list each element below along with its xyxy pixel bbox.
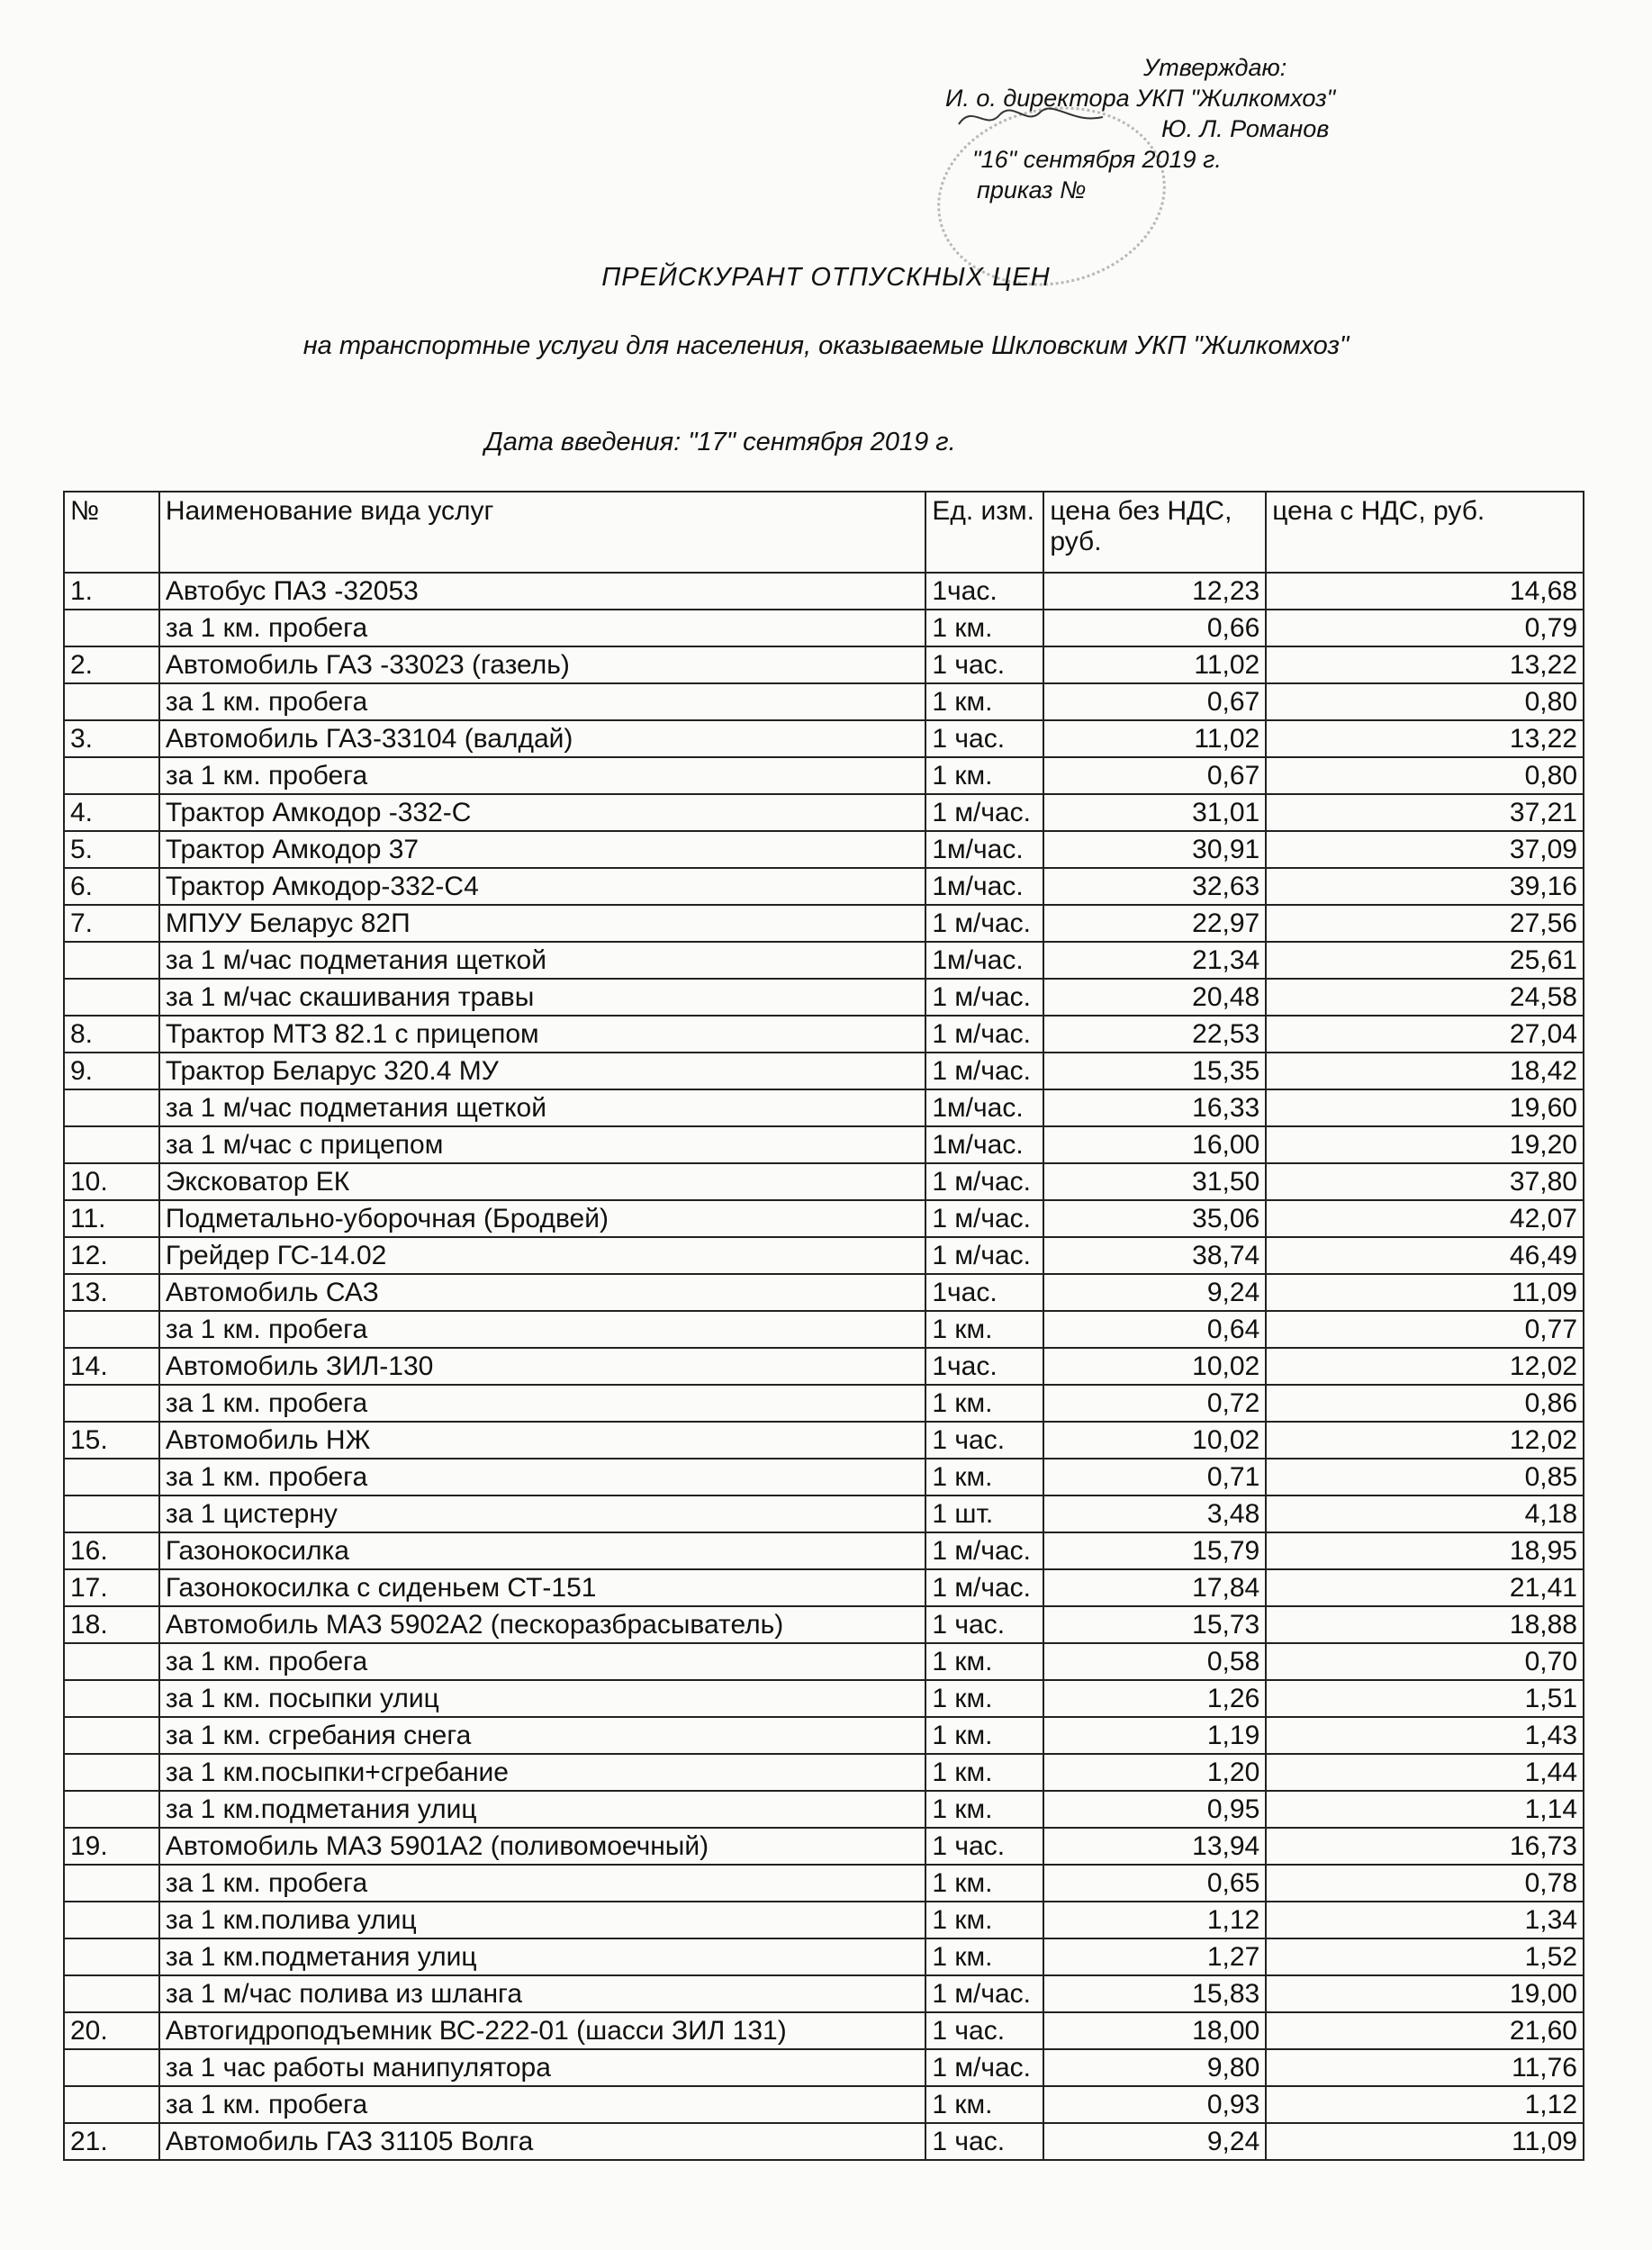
row-number — [64, 1754, 159, 1791]
unit: 1 час. — [925, 720, 1043, 757]
service-name: Трактор МТЗ 82.1 с прицепом — [159, 1016, 926, 1053]
price-without-vat: 18,00 — [1043, 2012, 1266, 2049]
price-with-vat: 1,52 — [1266, 1938, 1584, 1975]
table-row — [64, 573, 1584, 610]
row-number: 17. — [64, 1569, 159, 1606]
price-with-vat: 21,41 — [1266, 1569, 1584, 1606]
approval-date: "16" сентября 2019 г. — [972, 146, 1222, 173]
price-with-vat: 19,20 — [1266, 1126, 1584, 1163]
price-with-vat: 19,60 — [1266, 1089, 1584, 1126]
service-name: Газонокосилка — [159, 1532, 926, 1569]
unit: 1 м/час. — [925, 905, 1043, 942]
row-number — [64, 1459, 159, 1495]
price-without-vat: 9,24 — [1043, 2123, 1266, 2160]
row-number — [64, 1385, 159, 1422]
price-with-vat: 0,78 — [1266, 1865, 1584, 1902]
table-row — [64, 1975, 1584, 2012]
service-name: за 1 км. пробега — [159, 610, 926, 646]
price-with-vat: 27,56 — [1266, 905, 1584, 942]
table-row — [64, 1422, 1584, 1459]
header-price-without-vat: цена без НДС, руб. — [1043, 492, 1266, 573]
price-without-vat: 16,33 — [1043, 1089, 1266, 1126]
table-row — [64, 1569, 1584, 1606]
row-number: 3. — [64, 720, 159, 757]
table-row — [64, 2123, 1584, 2160]
unit: 1 км. — [925, 1385, 1043, 1422]
unit: 1 м/час. — [925, 979, 1043, 1016]
table-row — [64, 1717, 1584, 1754]
price-without-vat: 3,48 — [1043, 1495, 1266, 1532]
price-without-vat: 32,63 — [1043, 868, 1266, 905]
price-without-vat: 0,67 — [1043, 757, 1266, 794]
price-with-vat: 27,04 — [1266, 1016, 1584, 1053]
price-without-vat: 0,93 — [1043, 2086, 1266, 2123]
price-without-vat: 9,80 — [1043, 2049, 1266, 2086]
price-with-vat: 37,09 — [1266, 831, 1584, 868]
price-without-vat: 10,02 — [1043, 1348, 1266, 1385]
service-name: за 1 км.посыпки+сгребание — [159, 1754, 926, 1791]
table-row — [64, 1274, 1584, 1311]
approval-order: приказ № — [977, 176, 1087, 203]
row-number: 5. — [64, 831, 159, 868]
service-name: МПУУ Беларус 82П — [159, 905, 926, 942]
service-name: Автогидроподъемник ВС-222-01 (шасси ЗИЛ 131) — [159, 2012, 926, 2049]
row-number — [64, 979, 159, 1016]
row-number: 10. — [64, 1163, 159, 1200]
row-number: 2. — [64, 646, 159, 683]
price-without-vat: 1,20 — [1043, 1754, 1266, 1791]
table-row — [64, 1754, 1584, 1791]
price-with-vat: 0,86 — [1266, 1385, 1584, 1422]
price-without-vat: 20,48 — [1043, 979, 1266, 1016]
service-name: Трактор Амкодор 37 — [159, 831, 926, 868]
unit: 1 час. — [925, 2012, 1043, 2049]
header-price-with-vat: цена с НДС, руб. — [1266, 492, 1584, 573]
service-name: Автомобиль ЗИЛ-130 — [159, 1348, 926, 1385]
price-with-vat: 42,07 — [1266, 1200, 1584, 1237]
row-number: 19. — [64, 1828, 159, 1865]
service-name: за 1 м/час полива из шланга — [159, 1975, 926, 2012]
header-unit: Ед. изм. — [925, 492, 1043, 573]
header-service-name: Наименование вида услуг — [159, 492, 926, 573]
unit: 1 км. — [925, 1865, 1043, 1902]
approval-heading: Утверждаю: — [1143, 54, 1287, 81]
unit: 1 шт. — [925, 1495, 1043, 1532]
price-with-vat: 12,02 — [1266, 1348, 1584, 1385]
table-row — [64, 831, 1584, 868]
price-without-vat: 11,02 — [1043, 720, 1266, 757]
price-with-vat: 21,60 — [1266, 2012, 1584, 2049]
table-row — [64, 1680, 1584, 1717]
table-row — [64, 1089, 1584, 1126]
price-with-vat: 11,09 — [1266, 1274, 1584, 1311]
table-row — [64, 1311, 1584, 1348]
unit: 1 км. — [925, 1459, 1043, 1495]
price-without-vat: 0,66 — [1043, 610, 1266, 646]
approval-name: Ю. Л. Романов — [1161, 115, 1330, 142]
price-with-vat: 1,12 — [1266, 2086, 1584, 2123]
service-name: за 1 км.подметания улиц — [159, 1938, 926, 1975]
price-without-vat: 10,02 — [1043, 1422, 1266, 1459]
unit: 1 км. — [925, 1791, 1043, 1828]
page-subtitle: на транспортные услуги для населения, оказываемые Шкловским УКП "Жилкомхоз" — [302, 331, 1350, 360]
unit: 1 км. — [925, 1717, 1043, 1754]
row-number — [64, 2049, 159, 2086]
service-name: Подметально-уборочная (Бродвей) — [159, 1200, 926, 1237]
price-with-vat: 4,18 — [1266, 1495, 1584, 1532]
price-without-vat: 1,27 — [1043, 1938, 1266, 1975]
row-number — [64, 1680, 159, 1717]
service-name: Трактор Амкодор-332-С4 — [159, 868, 926, 905]
row-number — [64, 942, 159, 979]
row-number: 11. — [64, 1200, 159, 1237]
price-without-vat: 38,74 — [1043, 1237, 1266, 1274]
unit: 1 км. — [925, 683, 1043, 720]
price-without-vat: 31,01 — [1043, 794, 1266, 831]
price-with-vat: 37,80 — [1266, 1163, 1584, 1200]
table-row — [64, 942, 1584, 979]
unit: 1 м/час. — [925, 1569, 1043, 1606]
price-with-vat: 1,51 — [1266, 1680, 1584, 1717]
table-row — [64, 1459, 1584, 1495]
price-with-vat: 1,34 — [1266, 1902, 1584, 1938]
row-number — [64, 1938, 159, 1975]
service-name: Автобус ПАЗ -32053 — [159, 573, 926, 610]
header-number: № — [64, 492, 159, 573]
price-without-vat: 12,23 — [1043, 573, 1266, 610]
price-with-vat: 0,70 — [1266, 1643, 1584, 1680]
price-table — [63, 491, 1584, 2161]
approval-position: И. о. директора УКП "Жилкомхоз" — [945, 85, 1336, 112]
row-number — [64, 610, 159, 646]
price-without-vat: 21,34 — [1043, 942, 1266, 979]
unit: 1м/час. — [925, 1089, 1043, 1126]
row-number — [64, 1495, 159, 1532]
unit: 1 час. — [925, 1828, 1043, 1865]
table-row — [64, 683, 1584, 720]
unit: 1 км. — [925, 1754, 1043, 1791]
unit: 1 м/час. — [925, 2049, 1043, 2086]
service-name: за 1 км. пробега — [159, 1459, 926, 1495]
service-name: Трактор Амкодор -332-С — [159, 794, 926, 831]
price-without-vat: 15,79 — [1043, 1532, 1266, 1569]
unit: 1 км. — [925, 1680, 1043, 1717]
price-without-vat: 0,58 — [1043, 1643, 1266, 1680]
row-number: 1. — [64, 573, 159, 610]
price-without-vat: 0,64 — [1043, 1311, 1266, 1348]
table-row — [64, 1200, 1584, 1237]
row-number — [64, 1902, 159, 1938]
row-number: 15. — [64, 1422, 159, 1459]
table-row — [64, 1532, 1584, 1569]
service-name: за 1 м/час с прицепом — [159, 1126, 926, 1163]
price-with-vat: 12,02 — [1266, 1422, 1584, 1459]
price-without-vat: 35,06 — [1043, 1200, 1266, 1237]
table-row — [64, 610, 1584, 646]
table-row — [64, 794, 1584, 831]
row-number: 8. — [64, 1016, 159, 1053]
row-number: 12. — [64, 1237, 159, 1274]
table-row — [64, 1237, 1584, 1274]
table-header-row — [64, 492, 1584, 573]
table-row — [64, 868, 1584, 905]
price-with-vat: 46,49 — [1266, 1237, 1584, 1274]
row-number: 18. — [64, 1606, 159, 1643]
row-number — [64, 683, 159, 720]
price-with-vat: 25,61 — [1266, 942, 1584, 979]
price-with-vat: 0,80 — [1266, 683, 1584, 720]
price-with-vat: 19,00 — [1266, 1975, 1584, 2012]
price-with-vat: 37,21 — [1266, 794, 1584, 831]
unit: 1 м/час. — [925, 1532, 1043, 1569]
table-row — [64, 646, 1584, 683]
service-name: Автомобиль ГАЗ 31105 Волга — [159, 2123, 926, 2160]
unit: 1 час. — [925, 1422, 1043, 1459]
price-with-vat: 18,42 — [1266, 1053, 1584, 1089]
service-name: за 1 км. пробега — [159, 1865, 926, 1902]
table-row — [64, 1791, 1584, 1828]
price-without-vat: 1,12 — [1043, 1902, 1266, 1938]
service-name: Автомобиль НЖ — [159, 1422, 926, 1459]
introduction-date: Дата введения: "17" сентября 2019 г. — [484, 428, 956, 456]
price-with-vat: 18,95 — [1266, 1532, 1584, 1569]
table-row — [64, 905, 1584, 942]
price-without-vat: 0,72 — [1043, 1385, 1266, 1422]
table-row — [64, 1385, 1584, 1422]
price-without-vat: 13,94 — [1043, 1828, 1266, 1865]
unit: 1 км. — [925, 2086, 1043, 2123]
service-name: за 1 км. пробега — [159, 1385, 926, 1422]
table-row — [64, 1163, 1584, 1200]
price-without-vat: 0,65 — [1043, 1865, 1266, 1902]
unit: 1 час. — [925, 646, 1043, 683]
unit: 1м/час. — [925, 942, 1043, 979]
row-number: 13. — [64, 1274, 159, 1311]
service-name: Автомобиль МАЗ 5901А2 (поливомоечный) — [159, 1828, 926, 1865]
price-without-vat: 0,67 — [1043, 683, 1266, 720]
unit: 1 км. — [925, 1643, 1043, 1680]
price-without-vat: 15,35 — [1043, 1053, 1266, 1089]
table-row — [64, 979, 1584, 1016]
service-name: за 1 км. пробега — [159, 757, 926, 794]
price-without-vat: 22,97 — [1043, 905, 1266, 942]
service-name: Эксковатор ЕК — [159, 1163, 926, 1200]
service-name: за 1 м/час подметания щеткой — [159, 942, 926, 979]
unit: 1 час. — [925, 2123, 1043, 2160]
price-with-vat: 0,80 — [1266, 757, 1584, 794]
unit: 1час. — [925, 1348, 1043, 1385]
unit: 1 км. — [925, 757, 1043, 794]
row-number: 4. — [64, 794, 159, 831]
price-with-vat: 1,44 — [1266, 1754, 1584, 1791]
table-row — [64, 1016, 1584, 1053]
price-with-vat: 0,79 — [1266, 610, 1584, 646]
unit: 1 км. — [925, 1938, 1043, 1975]
row-number — [64, 1865, 159, 1902]
unit: 1час. — [925, 573, 1043, 610]
table-row — [64, 1053, 1584, 1089]
table-row — [64, 720, 1584, 757]
unit: 1м/час. — [925, 868, 1043, 905]
row-number: 14. — [64, 1348, 159, 1385]
service-name: за 1 км.подметания улиц — [159, 1791, 926, 1828]
page-title: ПРЕЙСКУРАНТ ОТПУСКНЫХ ЦЕН — [601, 263, 1051, 292]
unit: 1 м/час. — [925, 1975, 1043, 2012]
service-name: Автомобиль САЗ — [159, 1274, 926, 1311]
row-number: 6. — [64, 868, 159, 905]
price-without-vat: 16,00 — [1043, 1126, 1266, 1163]
service-name: Трактор Беларус 320.4 МУ — [159, 1053, 926, 1089]
row-number — [64, 1717, 159, 1754]
service-name: за 1 цистерну — [159, 1495, 926, 1532]
price-with-vat: 11,09 — [1266, 2123, 1584, 2160]
row-number: 21. — [64, 2123, 159, 2160]
row-number — [64, 1126, 159, 1163]
service-name: за 1 км. пробега — [159, 683, 926, 720]
service-name: за 1 час работы манипулятора — [159, 2049, 926, 2086]
service-name: Автомобиль ГАЗ -33023 (газель) — [159, 646, 926, 683]
unit: 1час. — [925, 1274, 1043, 1311]
price-without-vat: 15,73 — [1043, 1606, 1266, 1643]
service-name: Автомобиль МАЗ 5902А2 (пескоразбрасыватель) — [159, 1606, 926, 1643]
price-without-vat: 22,53 — [1043, 1016, 1266, 1053]
row-number: 20. — [64, 2012, 159, 2049]
service-name: за 1 км. пробега — [159, 2086, 926, 2123]
service-name: за 1 км.полива улиц — [159, 1902, 926, 1938]
table-row — [64, 1828, 1584, 1865]
price-without-vat: 15,83 — [1043, 1975, 1266, 2012]
unit: 1м/час. — [925, 831, 1043, 868]
service-name: за 1 км. посыпки улиц — [159, 1680, 926, 1717]
service-name: за 1 км. сгребания снега — [159, 1717, 926, 1754]
price-with-vat: 0,85 — [1266, 1459, 1584, 1495]
row-number: 16. — [64, 1532, 159, 1569]
price-with-vat: 16,73 — [1266, 1828, 1584, 1865]
price-without-vat: 11,02 — [1043, 646, 1266, 683]
table-row — [64, 1902, 1584, 1938]
table-row — [64, 1865, 1584, 1902]
unit: 1м/час. — [925, 1126, 1043, 1163]
signature — [954, 99, 1107, 135]
table-row — [64, 2086, 1584, 2123]
service-name: за 1 км. пробега — [159, 1643, 926, 1680]
row-number — [64, 1311, 159, 1348]
unit: 1 час. — [925, 1606, 1043, 1643]
table-body — [64, 573, 1584, 2160]
price-with-vat: 14,68 — [1266, 573, 1584, 610]
price-without-vat: 30,91 — [1043, 831, 1266, 868]
price-with-vat: 18,88 — [1266, 1606, 1584, 1643]
table-row — [64, 1643, 1584, 1680]
row-number — [64, 757, 159, 794]
table-row — [64, 757, 1584, 794]
price-without-vat: 31,50 — [1043, 1163, 1266, 1200]
row-number — [64, 1791, 159, 1828]
table-row — [64, 1348, 1584, 1385]
row-number — [64, 1975, 159, 2012]
price-without-vat: 0,95 — [1043, 1791, 1266, 1828]
price-with-vat: 1,14 — [1266, 1791, 1584, 1828]
table-row — [64, 2012, 1584, 2049]
price-with-vat: 13,22 — [1266, 646, 1584, 683]
table-row — [64, 1495, 1584, 1532]
price-without-vat: 9,24 — [1043, 1274, 1266, 1311]
table-row — [64, 1938, 1584, 1975]
unit: 1 м/час. — [925, 794, 1043, 831]
unit: 1 км. — [925, 610, 1043, 646]
service-name: за 1 м/час скашивания травы — [159, 979, 926, 1016]
price-with-vat: 13,22 — [1266, 720, 1584, 757]
unit: 1 м/час. — [925, 1163, 1043, 1200]
table-row — [64, 1606, 1584, 1643]
price-with-vat: 1,43 — [1266, 1717, 1584, 1754]
price-without-vat: 0,71 — [1043, 1459, 1266, 1495]
row-number — [64, 1643, 159, 1680]
service-name: за 1 м/час подметания щеткой — [159, 1089, 926, 1126]
table-row — [64, 2049, 1584, 2086]
price-without-vat: 1,26 — [1043, 1680, 1266, 1717]
price-without-vat: 17,84 — [1043, 1569, 1266, 1606]
row-number: 7. — [64, 905, 159, 942]
price-without-vat: 1,19 — [1043, 1717, 1266, 1754]
service-name: Автомобиль ГАЗ-33104 (валдай) — [159, 720, 926, 757]
unit: 1 м/час. — [925, 1237, 1043, 1274]
price-with-vat: 11,76 — [1266, 2049, 1584, 2086]
unit: 1 м/час. — [925, 1200, 1043, 1237]
service-name: Газонокосилка с сиденьем СТ-151 — [159, 1569, 926, 1606]
service-name: Грейдер ГС-14.02 — [159, 1237, 926, 1274]
service-name: за 1 км. пробега — [159, 1311, 926, 1348]
unit: 1 км. — [925, 1902, 1043, 1938]
price-with-vat: 39,16 — [1266, 868, 1584, 905]
row-number — [64, 2086, 159, 2123]
unit: 1 м/час. — [925, 1053, 1043, 1089]
row-number — [64, 1089, 159, 1126]
price-with-vat: 0,77 — [1266, 1311, 1584, 1348]
unit: 1 м/час. — [925, 1016, 1043, 1053]
row-number: 9. — [64, 1053, 159, 1089]
unit: 1 км. — [925, 1311, 1043, 1348]
table-row — [64, 1126, 1584, 1163]
price-with-vat: 24,58 — [1266, 979, 1584, 1016]
